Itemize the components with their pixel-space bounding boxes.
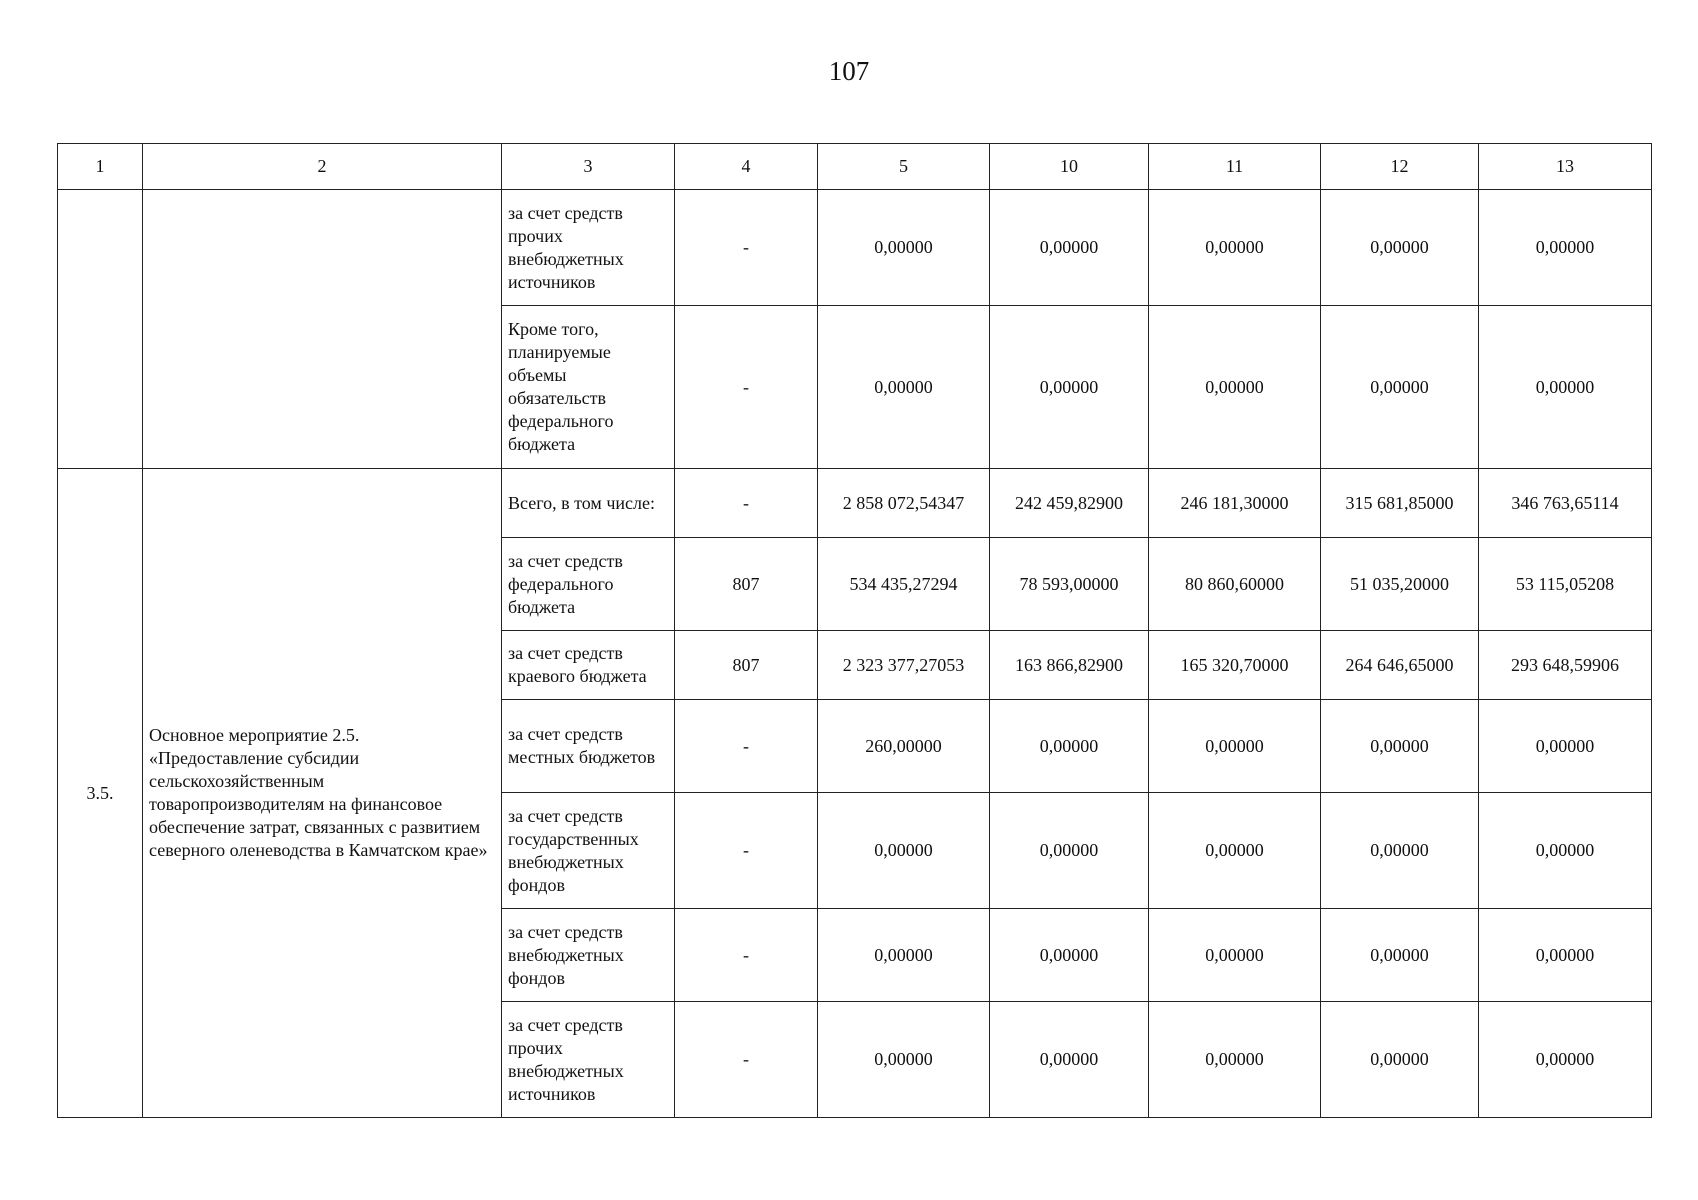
funding-source: за счет средств прочих внебюджетных источников bbox=[502, 190, 675, 306]
table-row bbox=[58, 469, 1652, 538]
item-description-cell-empty bbox=[143, 190, 502, 469]
value-cell: 0,00000 bbox=[1479, 306, 1652, 469]
value-cell: 0,00000 bbox=[1479, 793, 1652, 909]
value-cell: 165 320,70000 bbox=[1149, 631, 1321, 700]
budget-code: 807 bbox=[675, 631, 818, 700]
column-header: 5 bbox=[818, 144, 990, 190]
budget-code: - bbox=[675, 190, 818, 306]
value-cell: 0,00000 bbox=[818, 793, 990, 909]
value-cell: 0,00000 bbox=[818, 909, 990, 1002]
value-cell: 2 858 072,54347 bbox=[818, 469, 990, 538]
value-cell: 0,00000 bbox=[1479, 700, 1652, 793]
value-cell: 0,00000 bbox=[1149, 1002, 1321, 1118]
value-cell: 534 435,27294 bbox=[818, 538, 990, 631]
header-row bbox=[58, 144, 1652, 190]
value-cell: 0,00000 bbox=[990, 306, 1149, 469]
value-cell: 0,00000 bbox=[818, 306, 990, 469]
column-header: 13 bbox=[1479, 144, 1652, 190]
value-cell: 0,00000 bbox=[1149, 793, 1321, 909]
funding-source: Кроме того, планируемые объемы обязательств федерального бюджета bbox=[502, 306, 675, 469]
value-cell: 0,00000 bbox=[990, 700, 1149, 793]
value-cell: 242 459,82900 bbox=[990, 469, 1149, 538]
value-cell: 264 646,65000 bbox=[1321, 631, 1479, 700]
value-cell: 0,00000 bbox=[1321, 909, 1479, 1002]
value-cell: 0,00000 bbox=[1149, 306, 1321, 469]
funding-source: за счет средств государственных внебюджетных фондов bbox=[502, 793, 675, 909]
column-header: 2 bbox=[143, 144, 502, 190]
value-cell: 78 593,00000 bbox=[990, 538, 1149, 631]
budget-code: - bbox=[675, 469, 818, 538]
value-cell: 315 681,85000 bbox=[1321, 469, 1479, 538]
value-cell: 0,00000 bbox=[1149, 190, 1321, 306]
value-cell: 0,00000 bbox=[1149, 909, 1321, 1002]
value-cell: 163 866,82900 bbox=[990, 631, 1149, 700]
value-cell: 0,00000 bbox=[990, 909, 1149, 1002]
budget-code: - bbox=[675, 306, 818, 469]
value-cell: 0,00000 bbox=[1479, 909, 1652, 1002]
value-cell: 2 323 377,27053 bbox=[818, 631, 990, 700]
value-cell: 0,00000 bbox=[990, 1002, 1149, 1118]
value-cell: 0,00000 bbox=[990, 793, 1149, 909]
budget-code: - bbox=[675, 793, 818, 909]
value-cell: 0,00000 bbox=[990, 190, 1149, 306]
value-cell: 0,00000 bbox=[1321, 1002, 1479, 1118]
column-header: 11 bbox=[1149, 144, 1321, 190]
value-cell: 0,00000 bbox=[1149, 700, 1321, 793]
value-cell: 0,00000 bbox=[1321, 700, 1479, 793]
value-cell: 293 648,59906 bbox=[1479, 631, 1652, 700]
value-cell: 0,00000 bbox=[1479, 1002, 1652, 1118]
table-row bbox=[58, 190, 1652, 306]
column-header: 4 bbox=[675, 144, 818, 190]
funding-source: за счет средств краевого бюджета bbox=[502, 631, 675, 700]
budget-code: - bbox=[675, 1002, 818, 1118]
funding-source: за счет средств местных бюджетов bbox=[502, 700, 675, 793]
value-cell: 53 115,05208 bbox=[1479, 538, 1652, 631]
item-number-cell-empty bbox=[58, 190, 143, 469]
column-header: 3 bbox=[502, 144, 675, 190]
funding-source: за счет средств внебюджетных фондов bbox=[502, 909, 675, 1002]
value-cell: 260,00000 bbox=[818, 700, 990, 793]
value-cell: 346 763,65114 bbox=[1479, 469, 1652, 538]
column-header: 1 bbox=[58, 144, 143, 190]
value-cell: 0,00000 bbox=[1479, 190, 1652, 306]
value-cell: 80 860,60000 bbox=[1149, 538, 1321, 631]
column-header: 12 bbox=[1321, 144, 1479, 190]
column-header: 10 bbox=[990, 144, 1149, 190]
value-cell: 51 035,20000 bbox=[1321, 538, 1479, 631]
funding-source: за счет средств прочих внебюджетных источников bbox=[502, 1002, 675, 1118]
budget-table bbox=[57, 143, 1652, 1118]
page-number: 107 bbox=[828, 56, 870, 86]
item-description: Основное мероприятие 2.5. «Предоставление субсидии сельскохозяйственным товаропроизводителям на финансовое обеспечение затрат, связанных с развитием северного оленеводства в Камчатском крае» bbox=[143, 469, 502, 1118]
value-cell: 0,00000 bbox=[1321, 793, 1479, 909]
funding-source: Всего, в том числе: bbox=[502, 469, 675, 538]
funding-source: за счет средств федерального бюджета bbox=[502, 538, 675, 631]
value-cell: 0,00000 bbox=[1321, 306, 1479, 469]
value-cell: 0,00000 bbox=[818, 190, 990, 306]
budget-code: - bbox=[675, 700, 818, 793]
value-cell: 0,00000 bbox=[1321, 190, 1479, 306]
item-number: 3.5. bbox=[58, 469, 143, 1118]
budget-code: - bbox=[675, 909, 818, 1002]
budget-code: 807 bbox=[675, 538, 818, 631]
value-cell: 246 181,30000 bbox=[1149, 469, 1321, 538]
value-cell: 0,00000 bbox=[818, 1002, 990, 1118]
